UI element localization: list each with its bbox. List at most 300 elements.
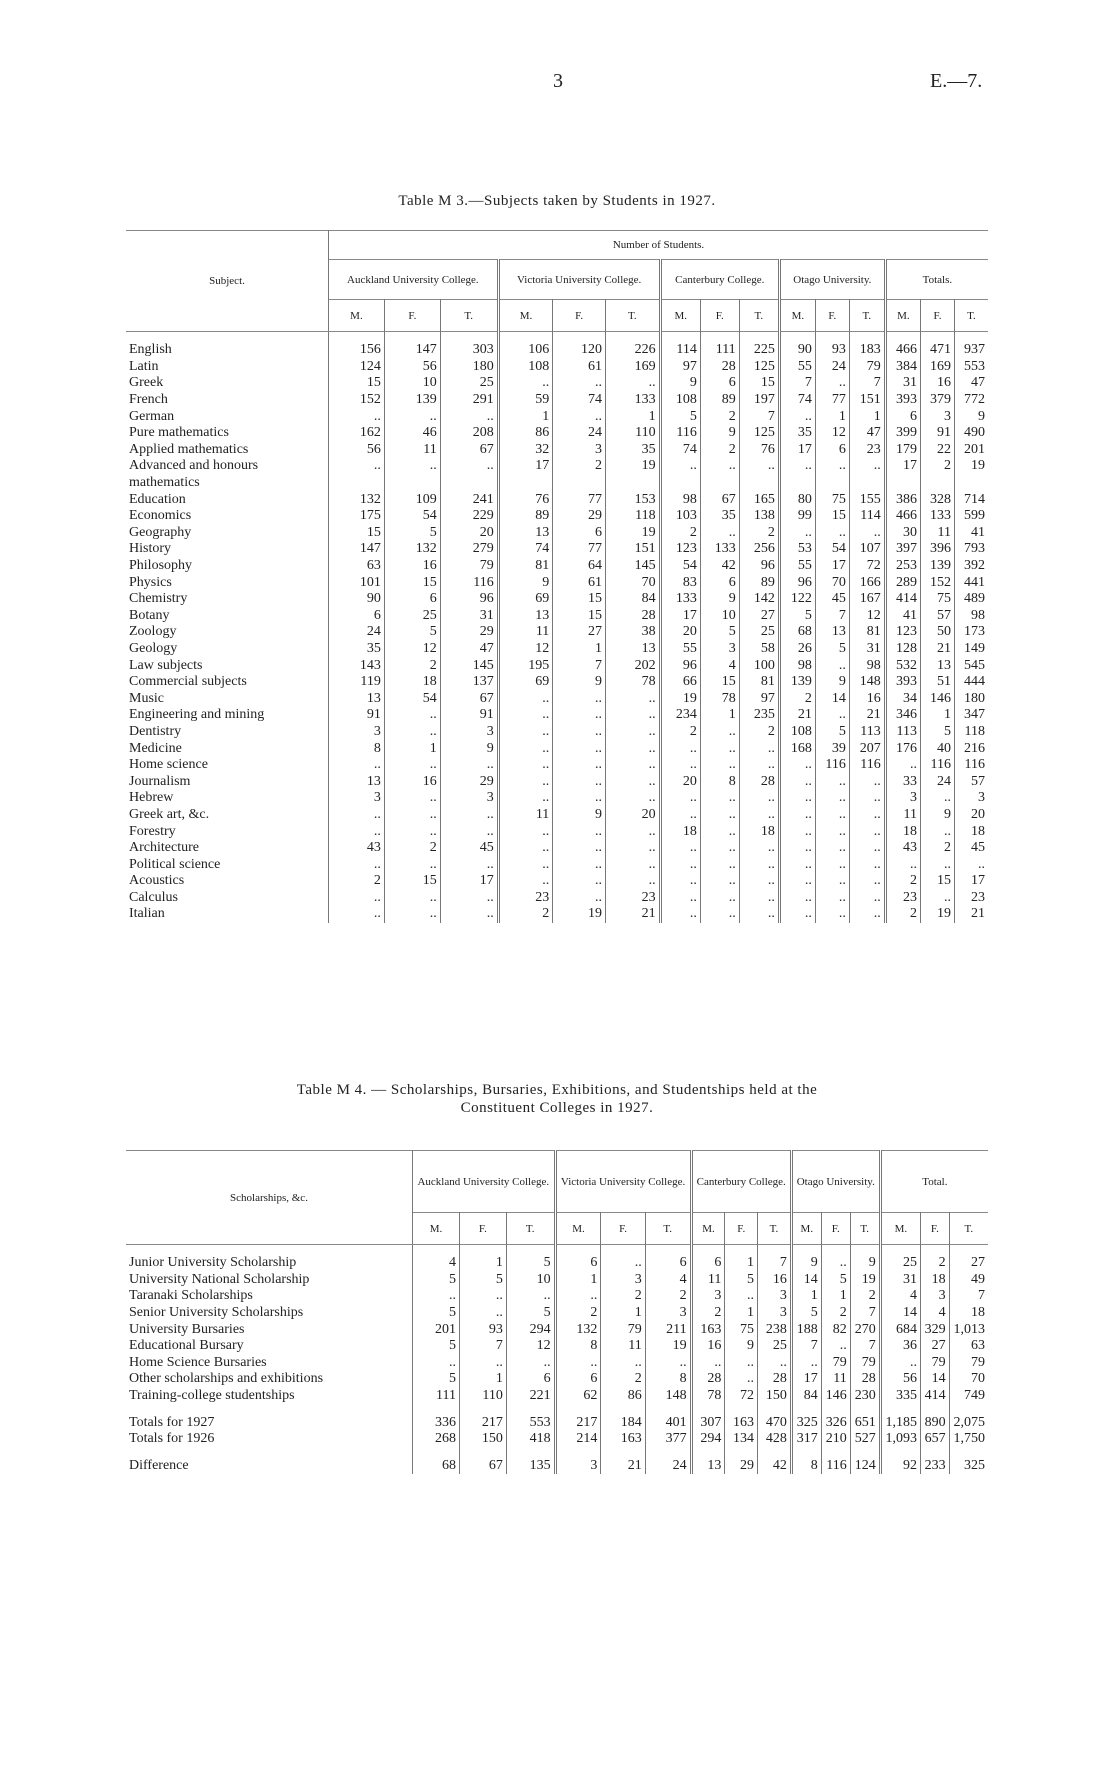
table-row [126,1321,988,1338]
cell-value: .. [815,823,849,840]
cell-value: .. [758,1355,792,1372]
cell-value: 5 [459,1272,506,1289]
cell-value: 714 [954,491,988,508]
cell-value: 163 [691,1321,725,1338]
cell-value: .. [498,856,553,873]
cell-value: .. [606,690,661,707]
cell-value: 93 [815,342,849,359]
cell-value: .. [384,757,440,774]
cell-value: 16 [758,1272,792,1289]
cell-value: 466 [885,342,920,359]
cell-value: 84 [606,591,661,608]
cell-value: 5 [815,641,849,658]
cell-value: 99 [779,508,815,525]
cell-value: .. [725,1288,758,1305]
cell-value: 74 [779,392,815,409]
cell-value: .. [779,823,815,840]
cell-value: 19 [954,458,988,475]
cell-value: 123 [660,541,700,558]
cell-value: .. [384,890,440,907]
cell-value: 17 [815,558,849,575]
subcol-header: T. [606,300,661,332]
cell-value: 13 [920,657,954,674]
cell-value: 92 [880,1458,920,1475]
table-row [126,674,988,691]
cell-value: 72 [849,558,885,575]
cell-value: 116 [954,757,988,774]
cell-value: 1 [725,1255,758,1272]
cell-value: .. [885,856,920,873]
cell-value: .. [553,408,606,425]
subcol-header: T. [645,1213,691,1245]
cell-value: .. [329,757,385,774]
row-label: Totals for 1926 [129,1431,215,1447]
cell-value: 78 [691,1388,725,1405]
group-header-victoria: Victoria University College. [498,260,660,300]
cell-value: .. [384,458,440,475]
cell-value: 15 [815,508,849,525]
cell-value: .. [739,856,779,873]
cell-value: 229 [440,508,498,525]
cell-value [606,475,661,492]
cell-value: 110 [606,425,661,442]
cell-value: .. [498,740,553,757]
row-label: Economics [129,508,192,524]
cell-value: 3 [700,641,739,658]
cell-value: .. [660,856,700,873]
cell-value: .. [553,757,606,774]
cell-value: 1 [555,1272,601,1289]
cell-value: 23 [885,890,920,907]
cell-value: 7 [949,1288,988,1305]
cell-value: 98 [779,657,815,674]
cell-value: 96 [739,558,779,575]
cell-value: 268 [413,1431,460,1448]
cell-value: .. [849,773,885,790]
table-row [126,408,988,425]
cell-value: 6 [553,525,606,542]
cell-value: 61 [553,574,606,591]
subcol-header: M. [691,1213,725,1245]
cell-value: .. [849,873,885,890]
cell-value: 15 [553,608,606,625]
totals-row [126,1414,988,1431]
cell-value: 163 [601,1431,645,1448]
cell-value: .. [498,773,553,790]
cell-value: 8 [329,740,385,757]
cell-value: .. [553,790,606,807]
cell-value: .. [739,890,779,907]
cell-value: .. [413,1355,460,1372]
scholarships-header: Scholarships, &c. [126,1151,413,1245]
subcol-header: M. [880,1213,920,1245]
cell-value: 5 [384,525,440,542]
cell-value: .. [779,757,815,774]
cell-value: .. [384,807,440,824]
cell-value: 21 [954,906,988,923]
row-label: Law subjects [129,657,203,673]
cell-value: 57 [920,608,954,625]
cell-value: 145 [440,657,498,674]
row-label: Philosophy [129,558,193,574]
table-row [126,624,988,641]
cell-value: 68 [413,1458,460,1475]
cell-value: 2 [384,657,440,674]
subcol-header: T. [506,1213,555,1245]
cell-value: 79 [921,1355,950,1372]
document-code: E.—7. [930,70,983,92]
cell-value: 133 [606,392,661,409]
cell-value: .. [821,1255,850,1272]
table-row [126,707,988,724]
cell-value: .. [498,790,553,807]
cell-value: 116 [815,757,849,774]
cell-value: .. [815,790,849,807]
cell-value: .. [700,856,739,873]
cell-value: 57 [954,773,988,790]
cell-value: 24 [815,359,849,376]
cell-value: .. [660,840,700,857]
cell-value: 217 [555,1414,601,1431]
cell-value: 151 [849,392,885,409]
cell-value: 6 [329,608,385,625]
subcol-header: F. [553,300,606,332]
cell-value: .. [498,690,553,707]
cell-value: .. [739,790,779,807]
row-label: University Bursaries [129,1321,245,1337]
cell-value: .. [700,790,739,807]
cell-value: .. [553,740,606,757]
cell-value: 3 [329,790,385,807]
cell-value: 7 [779,375,815,392]
cell-value: 5 [821,1272,850,1289]
cell-value: 4 [413,1255,460,1272]
cell-value: 195 [498,657,553,674]
cell-value: .. [815,707,849,724]
cell-value: 11 [498,624,553,641]
cell-value: 14 [921,1371,950,1388]
cell-value: 3 [440,790,498,807]
cell-value: 9 [954,408,988,425]
table-row [126,458,988,475]
table-row [126,657,988,674]
cell-value: 45 [954,840,988,857]
cell-value: .. [498,840,553,857]
cell-value: 3 [601,1272,645,1289]
cell-value [849,475,885,492]
cell-value: .. [329,906,385,923]
cell-value: 166 [849,574,885,591]
cell-value: .. [553,840,606,857]
cell-value [815,475,849,492]
cell-value: 152 [920,574,954,591]
row-label: Commercial subjects [129,674,247,690]
table-row [126,790,988,807]
cell-value: 1 [821,1288,850,1305]
cell-value: 234 [660,707,700,724]
cell-value: 150 [758,1388,792,1405]
cell-value: 2 [601,1371,645,1388]
cell-value: 79 [440,558,498,575]
cell-value: 238 [758,1321,792,1338]
table-row [126,491,988,508]
cell-value: 5 [506,1255,555,1272]
row-label: Senior University Scholarships [129,1305,304,1321]
cell-value: 20 [954,807,988,824]
cell-value: 120 [553,342,606,359]
m4-group-header-otago: Otago University. [791,1151,880,1213]
cell-value: 124 [850,1458,880,1475]
table-row [126,906,988,923]
cell-value: .. [459,1305,506,1322]
cell-value: 179 [885,442,920,459]
cell-value: 1 [601,1305,645,1322]
cell-value: 3 [329,724,385,741]
number-of-students-header: Number of Students. [329,231,989,260]
cell-value: .. [739,458,779,475]
cell-value: 20 [440,525,498,542]
cell-value: 12 [506,1338,555,1355]
cell-value: 47 [954,375,988,392]
subcol-header: M. [329,300,385,332]
cell-value: 15 [920,873,954,890]
row-label: Difference [129,1457,189,1473]
cell-value: 291 [440,392,498,409]
cell-value: 28 [850,1371,880,1388]
cell-value: .. [739,906,779,923]
table-row [126,856,988,873]
cell-value: 79 [821,1355,850,1372]
cell-value: 684 [880,1321,920,1338]
cell-value: 294 [691,1431,725,1448]
cell-value: 56 [329,442,385,459]
cell-value: 19 [553,906,606,923]
cell-value: .. [920,790,954,807]
cell-value: 22 [920,442,954,459]
cell-value: .. [815,773,849,790]
cell-value: 5 [506,1305,555,1322]
subcol-header: M. [555,1213,601,1245]
cell-value: 67 [440,690,498,707]
cell-value: 270 [850,1321,880,1338]
cell-value: .. [660,807,700,824]
cell-value: 2 [700,408,739,425]
cell-value: 91 [920,425,954,442]
cell-value: 2,075 [949,1414,988,1431]
cell-value: 97 [660,359,700,376]
cell-value: 17 [440,873,498,890]
cell-value: 13 [329,773,385,790]
cell-value: 23 [606,890,661,907]
cell-value: 184 [601,1414,645,1431]
subcol-header: M. [660,300,700,332]
cell-value: 150 [459,1431,506,1448]
cell-value: 78 [606,674,661,691]
cell-value: 27 [739,608,779,625]
cell-value: .. [849,807,885,824]
cell-value: 2 [779,690,815,707]
cell-value: .. [700,890,739,907]
table-row [126,508,988,525]
difference-row [126,1458,988,1475]
cell-value: 11 [885,807,920,824]
cell-value: .. [779,807,815,824]
cell-value: 25 [758,1338,792,1355]
cell-value: 9 [791,1255,821,1272]
table-row [126,359,988,376]
subcol-header: M. [498,300,553,332]
cell-value: 27 [949,1255,988,1272]
cell-value: 16 [691,1338,725,1355]
cell-value: 414 [921,1388,950,1405]
cell-value: 21 [849,707,885,724]
cell-value: .. [498,375,553,392]
subcol-header: M. [779,300,815,332]
cell-value: .. [700,840,739,857]
cell-value: 58 [739,641,779,658]
cell-value: 86 [498,425,553,442]
cell-value: 18 [739,823,779,840]
cell-value: 335 [880,1388,920,1405]
cell-value: 118 [954,724,988,741]
cell-value: 336 [413,1414,460,1431]
cell-value: 20 [660,773,700,790]
cell-value: .. [815,856,849,873]
cell-value: 133 [920,508,954,525]
cell-value: 55 [779,359,815,376]
cell-value: 119 [329,674,385,691]
row-label: German [129,408,175,424]
cell-value: 145 [606,558,661,575]
cell-value: 70 [949,1371,988,1388]
cell-value: .. [606,724,661,741]
cell-value: 441 [954,574,988,591]
cell-value: 108 [660,392,700,409]
cell-value: 13 [606,641,661,658]
cell-value: .. [779,856,815,873]
cell-value: 5 [920,724,954,741]
cell-value: 76 [739,442,779,459]
cell-value: .. [779,873,815,890]
cell-value: .. [660,740,700,757]
cell-value: 890 [921,1414,950,1431]
cell-value: 19 [920,906,954,923]
cell-value: 24 [645,1458,691,1475]
cell-value: 15 [384,574,440,591]
cell-value: 11 [601,1338,645,1355]
cell-value: 553 [506,1414,555,1431]
cell-value: 108 [498,359,553,376]
cell-value: 143 [329,657,385,674]
cell-value: .. [553,707,606,724]
cell-value: 165 [739,491,779,508]
cell-value: 3 [555,1458,601,1475]
cell-value: 152 [329,392,385,409]
cell-value: 2 [739,525,779,542]
cell-value: 118 [606,508,661,525]
cell-value: 139 [779,674,815,691]
cell-value: 26 [779,641,815,658]
cell-value: 386 [885,491,920,508]
cell-value: 3 [758,1288,792,1305]
cell-value: 24 [920,773,954,790]
cell-value: 241 [440,491,498,508]
cell-value: 175 [329,508,385,525]
cell-value: 111 [700,342,739,359]
cell-value: 79 [849,359,885,376]
cell-value: .. [553,690,606,707]
cell-value: 1 [498,408,553,425]
cell-value: 69 [498,674,553,691]
cell-value: 74 [553,392,606,409]
cell-value: 133 [660,591,700,608]
table-row [126,1338,988,1355]
table-row [126,840,988,857]
cell-value: 11 [821,1371,850,1388]
cell-value: 3 [921,1288,950,1305]
cell-value: 6 [506,1371,555,1388]
cell-value: 132 [384,541,440,558]
cell-value: 2 [601,1288,645,1305]
cell-value: 25 [739,624,779,641]
cell-value: 79 [949,1355,988,1372]
cell-value: 137 [440,674,498,691]
cell-value: 183 [849,342,885,359]
cell-value: 2 [885,873,920,890]
cell-value: 56 [384,359,440,376]
cell-value: 4 [645,1272,691,1289]
table-row [126,1388,988,1405]
table-row [126,641,988,658]
row-label: Political science [129,856,221,872]
row-label: Botany [129,607,170,623]
cell-value: 553 [954,359,988,376]
cell-value: 76 [498,491,553,508]
cell-value: 3 [920,408,954,425]
cell-value: 7 [739,408,779,425]
cell-value: 14 [791,1272,821,1289]
cell-value: .. [553,823,606,840]
cell-value: 162 [329,425,385,442]
cell-value: 77 [815,392,849,409]
row-label: Engineering and mining [129,707,265,723]
table-m4-title-line2: Constituent Colleges in 1927. [460,1100,654,1116]
cell-value: .. [700,458,739,475]
cell-value: .. [329,807,385,824]
spacer-row [126,1404,988,1414]
cell-value: .. [440,458,498,475]
table-row [126,773,988,790]
cell-value: 4 [700,657,739,674]
cell-value: 116 [660,425,700,442]
row-label: Applied mathematics [129,441,249,457]
cell-value: 122 [779,591,815,608]
cell-value [329,475,385,492]
table-row [126,392,988,409]
cell-value: 15 [384,873,440,890]
cell-value: 19 [850,1272,880,1289]
cell-value: .. [815,840,849,857]
cell-value: 325 [949,1458,988,1475]
cell-value: 25 [440,375,498,392]
cell-value: 2 [885,906,920,923]
cell-value: 139 [920,558,954,575]
cell-value: .. [739,873,779,890]
cell-value: .. [739,840,779,857]
cell-value: 5 [779,608,815,625]
cell-value: 47 [849,425,885,442]
cell-value: 12 [849,608,885,625]
